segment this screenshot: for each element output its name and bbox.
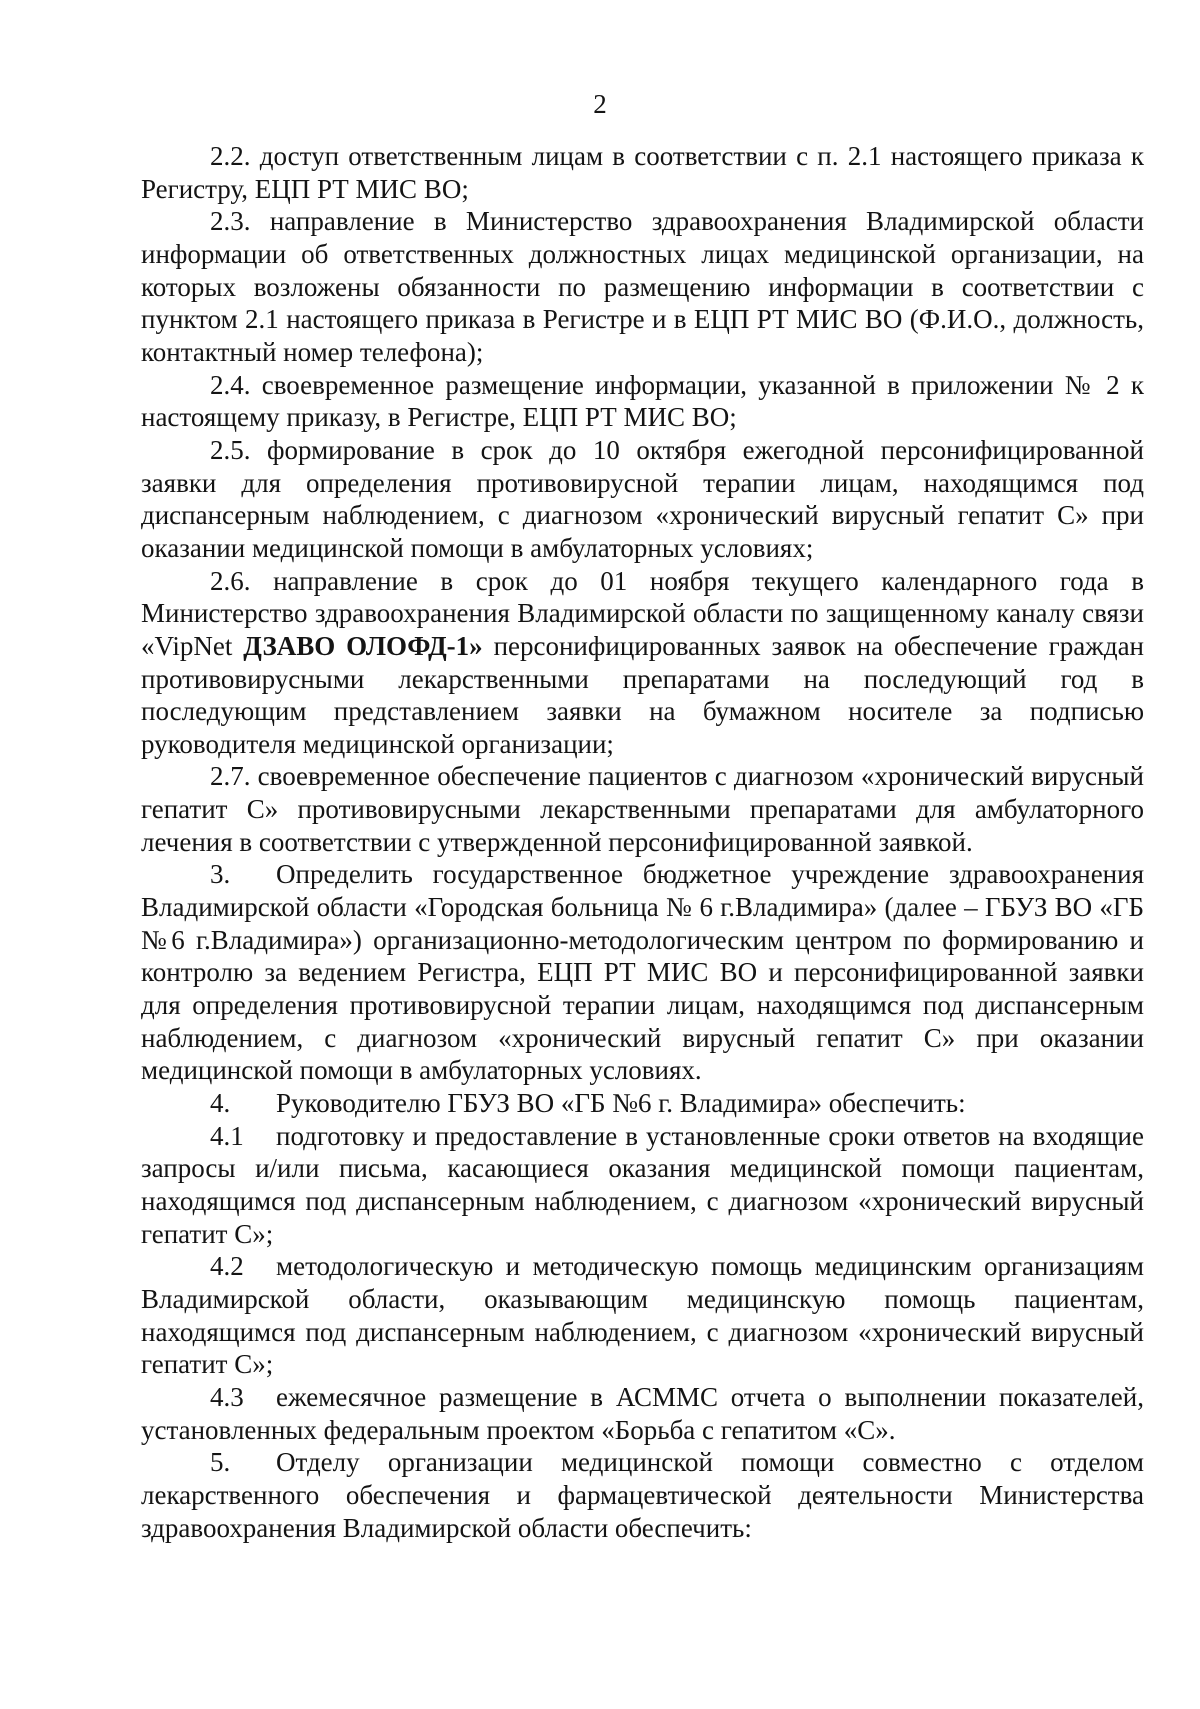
paragraph-2-5 [141,434,1144,565]
paragraph-text: подготовку и предоставление в установленные сроки ответов на входящие запросы и/или письма, касающиеся оказания медицинской помощи пациентам, находящимся под диспансерным наблюдением, с диагнозом «хронический вирусный гепатит С»; [141,1120,1144,1249]
document-body [141,140,1144,1544]
paragraph-text: 2.4. своевременное размещение информации, указанной в приложении № 2 к настоящему приказу, в Регистре, ЕЦП РТ МИС ВО; [141,369,1144,433]
paragraph-text: Определить государственное бюджетное учреждение здравоохранения Владимирской области «Городская больница № 6 г.Владимира» (далее – ГБУЗ ВО «ГБ №6 г.Владимира») организационно-методологическим центром по формированию и контролю за ведением Регистра, ЕЦП РТ МИС ВО и персонифицированной заявки для определения противовирусной терапии лицам, находящимся под диспансерным наблюдением, с диагнозом «хронический вирусный гепатит С» при оказании медицинской помощи в амбулаторных условиях. [141,859,1144,1086]
paragraph-text: персонифицированных заявок на обеспечение граждан противовирусными лекарственными препаратами на последующий год в последующим представлением заявки на бумажном носителе за подписью руководителя медицинской организации; [141,630,1145,759]
paragraph-marker: 4.1 [210,1120,244,1151]
paragraph-5 [141,1446,1144,1544]
paragraph-text: 2.6. направление в срок до 01 ноября текущего календарного года в Министерство здравоохранения Владимирской области по защищенному каналу связи «VipNet [141,565,1144,661]
paragraph-3 [141,858,1144,1087]
paragraph-text: ежемесячное размещение в АСММС отчета о выполнении показателей, установленных федеральным проектом «Борьба с гепатитом «С». [141,1381,1144,1445]
paragraph-marker: 4.3 [210,1381,244,1412]
paragraph-text: Руководителю ГБУЗ ВО «ГБ №6 г. Владимира» обеспечить: [276,1088,966,1119]
paragraph-2-7 [141,760,1144,858]
paragraph-marker: 4. [210,1088,231,1119]
paragraph-text: 2.7. своевременное обеспечение пациентов с диагнозом «хронический вирусный гепатит С» противовирусными лекарственными препаратами для амбулаторного лечения в соответствии с утвержденной персонифицированной заявкой. [141,761,1144,857]
paragraph-marker: 5. [210,1447,231,1478]
paragraph-text: 2.3. направление в Министерство здравоохранения Владимирской области информации об ответственных должностных лицах медицинской организации, на которых возложены обязанности по размещению информации в соответствии с пунктом 2.1 настоящего приказа в Регистре и в ЕЦП РТ МИС ВО (Ф.И.О., должность, контактный номер телефона); [141,206,1144,367]
paragraph-2-4 [141,369,1144,434]
paragraph-text: 2.5. формирование в срок до 10 октября ежегодной персонифицированной заявки для определения противовирусной терапии лицам, находящимся под диспансерным наблюдением, с диагнозом «хронический вирусный гепатит С» при оказании медицинской помощи в амбулаторных условиях; [141,434,1144,563]
paragraph-marker: 3. [210,859,231,890]
paragraph-4 [141,1087,1144,1120]
paragraph-text: методологическую и методическую помощь медицинским организациям Владимирской области, оказывающим медицинскую помощь пациентам, находящимся под диспансерным наблюдением, с диагнозом «хронический вирусный гепатит С»; [141,1251,1144,1380]
paragraph-4-1 [141,1120,1144,1251]
paragraph-text: Отделу организации медицинской помощи совместно с отделом лекарственного обеспечения и фармацевтической деятельности Министерства здравоохранения Владимирской области обеспечить: [141,1447,1144,1543]
paragraph-4-2 [141,1250,1144,1381]
paragraph-4-3 [141,1381,1144,1446]
page-number: 2 [593,89,607,119]
paragraph-2-6 [141,565,1144,761]
paragraph-marker: 4.2 [210,1251,244,1282]
paragraph-text: 2.2. доступ ответственным лицам в соответствии с п. 2.1 настоящего приказа к Регистру, ЕЦП РТ МИС ВО; [141,141,1144,204]
paragraph-2-2 [141,140,1144,205]
paragraph-2-3 [141,205,1144,368]
bold-channel-name: ДЗАВО ОЛОФД-1» [243,630,483,661]
